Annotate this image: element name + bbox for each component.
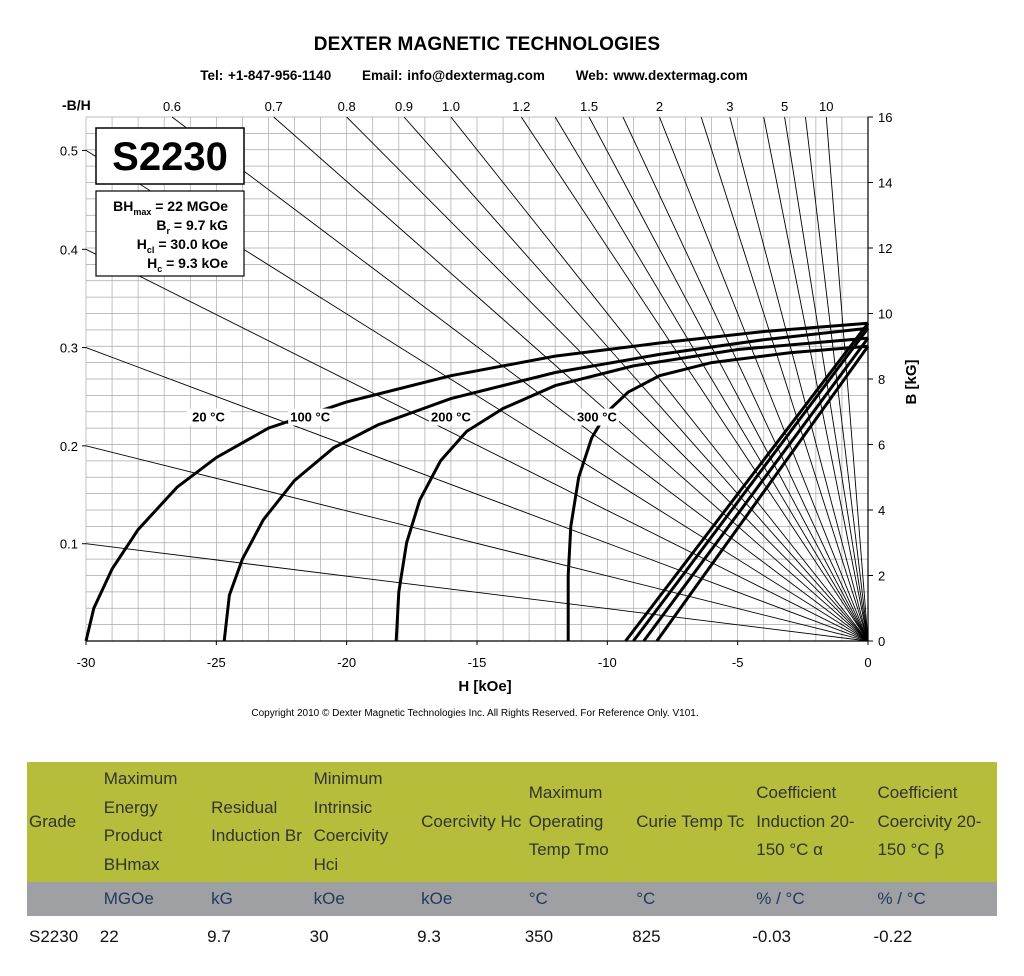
y-tick-label: 12 [878, 241, 893, 256]
table-cell: S2230 [29, 927, 79, 946]
x-axis-label: H [kOe] [458, 678, 512, 695]
x-tick-label: -15 [467, 655, 487, 670]
load-line-label: 10 [819, 99, 834, 114]
unit-cell: kOe [415, 882, 523, 916]
load-line-label: 0.8 [337, 99, 356, 114]
y-tick-label: 16 [878, 110, 893, 125]
column-header: Curie Temp Tc [636, 811, 745, 831]
x-tick-label: -10 [597, 655, 617, 670]
x-tick-label: -25 [206, 655, 226, 670]
property-subscript: r [166, 226, 171, 236]
left-tick-label: 0.4 [59, 242, 78, 258]
induction-line [644, 338, 868, 641]
y-tick-label: 2 [878, 568, 886, 584]
unit-cell: % / °C [871, 882, 997, 916]
table-units-row [27, 882, 997, 916]
x-tick-label: 0 [864, 655, 872, 670]
property-symbol: BH [113, 198, 134, 214]
column-header: Coefficient Coercivity 20-150 °C β [877, 783, 982, 860]
unit-cell: % / °C [750, 882, 871, 916]
temp-label: 200 °C [430, 409, 471, 425]
left-tick-label: 0.5 [59, 143, 78, 159]
grade-label: S2230 [112, 135, 228, 179]
property-value: = 9.7 kG [170, 217, 228, 233]
x-tick-label: -30 [76, 655, 96, 670]
property-subscript: max [133, 207, 152, 217]
y-tick-label: 10 [878, 306, 893, 322]
table-cell: 9.3 [417, 927, 441, 946]
y-tick-label: 8 [878, 372, 886, 387]
column-header: Minimum Intrinsic Coercivity Hci [313, 769, 389, 874]
copyright-note: Copyright 2010 © Dexter Magnetic Technologies Inc. All Rights Reserved. For Reference Only. V101. [251, 708, 699, 719]
left-tick-label: 0.1 [59, 536, 78, 552]
y-tick-label: 14 [878, 175, 893, 191]
load-line-label: 3 [726, 99, 734, 114]
table-header-row [27, 762, 997, 882]
x-tick-label: -5 [731, 655, 744, 670]
property-value: = 22 MGOe [151, 198, 228, 214]
table-cell: 350 [524, 927, 554, 946]
contact-web: Web: www.dextermag.com [575, 68, 748, 83]
y-axis-label: B [kG] [903, 359, 920, 405]
unit-cell: °C [630, 882, 750, 916]
table-cell: 9.7 [207, 927, 231, 946]
left-axis-label: -B/H [62, 97, 91, 113]
table-body [27, 916, 997, 956]
load-line-label: 2 [655, 99, 664, 114]
property-symbol: B [156, 217, 167, 233]
left-tick-label: 0.2 [59, 438, 78, 454]
contact-tel: Tel: +1-847-956-1140 [200, 68, 332, 83]
column-header: Maximum Energy Product BHmax [103, 769, 178, 874]
property-subscript: c [157, 264, 163, 274]
table-row [27, 916, 997, 956]
table-cell: -0.22 [873, 927, 913, 946]
unit-cell: MGOe [98, 882, 205, 916]
temp-label: 300 °C [576, 409, 617, 425]
load-line-label: 1.0 [441, 99, 460, 114]
temp-label: 20 °C [192, 409, 225, 425]
load-line-label: 0.7 [264, 99, 283, 114]
induction-line [626, 323, 868, 641]
y-tick-label: 4 [878, 503, 886, 518]
column-header: Coefficient Induction 20-150 °C α [756, 783, 855, 860]
y-tick-label: 0 [878, 634, 886, 649]
property-symbol: H [147, 255, 158, 271]
temp-label: 100 °C [290, 409, 331, 425]
unit-cell [27, 882, 98, 916]
induction-line [633, 328, 868, 641]
property-value: = 30.0 kOe [154, 236, 228, 252]
table-cell: 30 [309, 927, 329, 946]
load-line-label: 5 [780, 99, 789, 114]
y-tick-label: 6 [878, 437, 886, 453]
table-cell: 22 [99, 927, 119, 946]
load-line-label: 1.2 [512, 99, 531, 114]
column-header: Coercivity Hc [421, 811, 522, 831]
property-subscript: cl [146, 245, 155, 255]
load-line-label: 1.5 [580, 99, 599, 114]
unit-cell: kOe [308, 882, 416, 916]
unit-cell: kG [205, 882, 307, 916]
column-header: Maximum Operating Temp Tmo [528, 783, 609, 860]
column-header: Residual Induction Br [211, 797, 302, 845]
table-cell: -0.03 [752, 927, 792, 946]
property-value: = 9.3 kOe [162, 255, 228, 271]
left-tick-label: 0.3 [59, 340, 78, 356]
column-header: Grade [29, 811, 77, 831]
load-line-label: 0.9 [394, 99, 414, 114]
load-line-label: 0.6 [162, 99, 182, 114]
property-symbol: H [136, 236, 147, 252]
chart-labels [60, 97, 920, 695]
unit-cell: °C [523, 882, 631, 916]
table-cell: 825 [632, 927, 661, 946]
x-tick-label: -20 [337, 655, 357, 670]
contact-email: Email: info@dextermag.com [361, 68, 545, 83]
properties-table [27, 762, 997, 956]
page-title: DEXTER MAGNETIC TECHNOLOGIES [313, 34, 661, 55]
